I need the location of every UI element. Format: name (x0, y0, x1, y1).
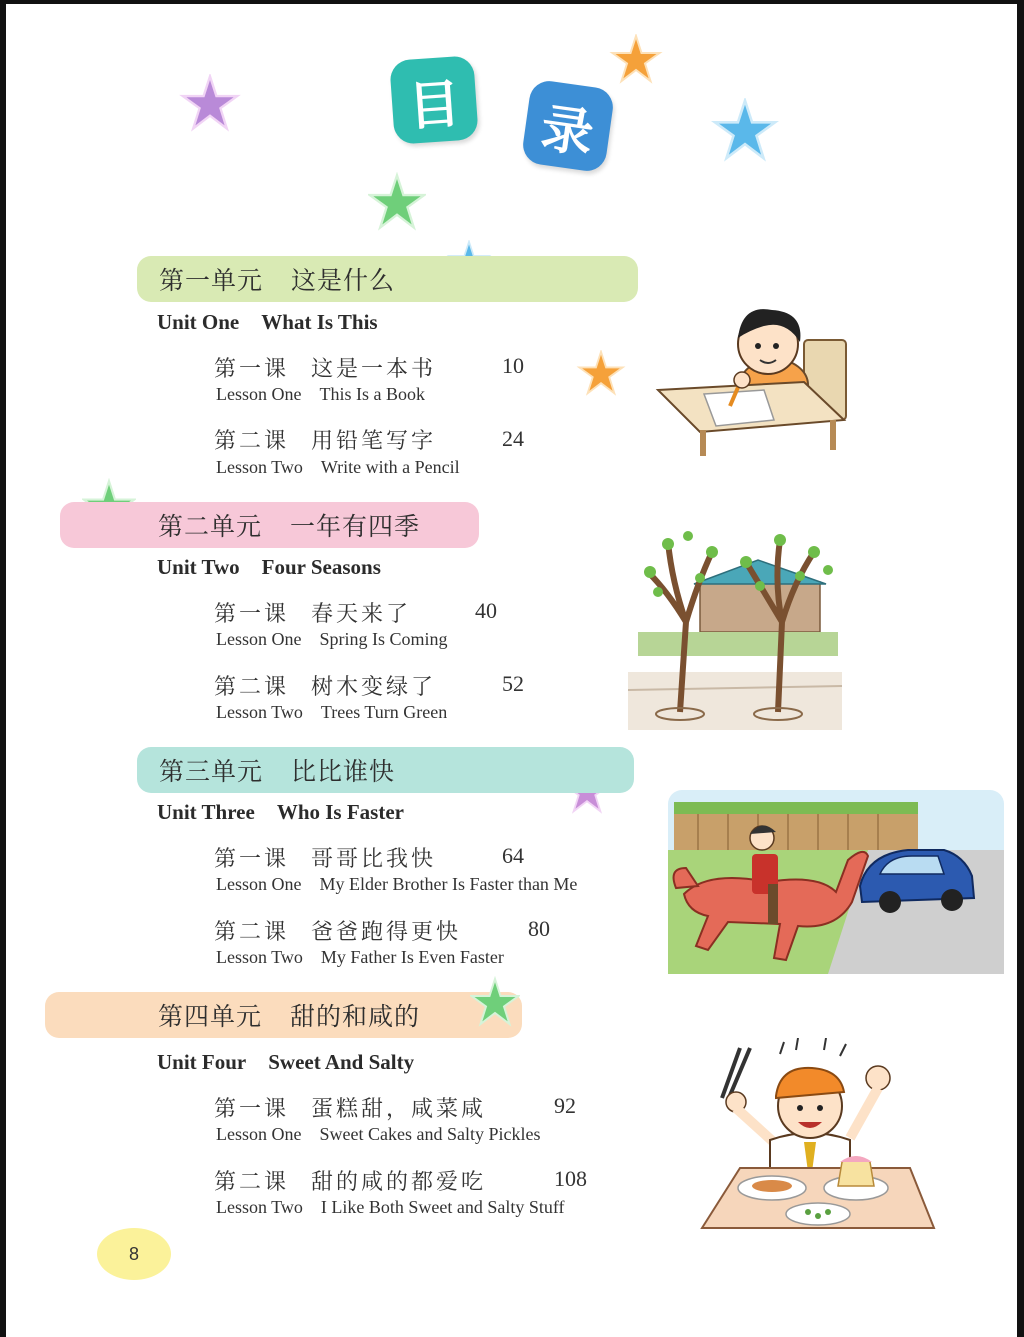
purple-star-icon (176, 74, 244, 132)
lesson-3-2-en (216, 947, 504, 968)
lesson-title-en: Sweet Cakes and Salty Pickles (319, 1124, 541, 1144)
lesson-2-1-page[interactable]: 40 (475, 598, 497, 623)
lesson-2-1-en (216, 629, 448, 650)
blue-star-icon (706, 98, 784, 162)
lesson-title-cn: 甜的咸的都爱吃 (311, 1170, 487, 1195)
lesson-title-en: Write with a Pencil (320, 457, 460, 477)
lesson-3-2-page[interactable]: 80 (528, 916, 550, 941)
lesson-3-1-page[interactable]: 64 (502, 843, 524, 868)
unit-title-en: Who Is Faster (276, 800, 404, 824)
lesson-number-en: Lesson One (216, 384, 302, 404)
lesson-title-cn: 这是一本书 (311, 357, 437, 382)
lesson-number-en: Lesson One (216, 874, 302, 894)
orange-star-icon (604, 34, 668, 84)
lesson-title-cn: 用铅笔写字 (311, 429, 437, 454)
lesson-1-1-cn[interactable] (214, 352, 436, 383)
lesson-3-1-cn[interactable] (214, 842, 436, 873)
lesson-title-cn: 哥哥比我快 (311, 847, 437, 872)
lesson-3-1-en (216, 874, 577, 895)
unit-number-cn: 第三单元 (159, 757, 264, 786)
lesson-2-2-en (216, 702, 447, 723)
lesson-title-en: Trees Turn Green (320, 702, 448, 722)
horse-and-car-illustration (668, 790, 1004, 974)
unit-number-cn: 第一单元 (159, 266, 264, 295)
lesson-number-en: Lesson One (216, 629, 302, 649)
lesson-title-en: My Father Is Even Faster (320, 947, 504, 967)
unit-number-en: Unit Four (157, 1050, 247, 1074)
lesson-number-cn: 第二课 (214, 920, 290, 945)
unit-2-title-en (157, 555, 381, 580)
lesson-1-1-en (216, 384, 425, 405)
lesson-number-en: Lesson Two (216, 457, 303, 477)
lesson-title-cn: 蛋糕甜，咸菜咸 (311, 1097, 487, 1122)
lesson-number-cn: 第二课 (214, 1170, 290, 1195)
title-char-mu: 目 (389, 55, 479, 145)
unit-number-en: Unit Three (157, 800, 255, 824)
unit-title-en: Sweet And Salty (268, 1050, 415, 1074)
lesson-number-cn: 第二课 (214, 675, 290, 700)
lesson-3-2-cn[interactable] (214, 915, 461, 946)
lesson-number-en: Lesson Two (216, 1197, 303, 1217)
lesson-2-1-cn[interactable] (214, 597, 411, 628)
unit-1-title-en (157, 310, 378, 335)
lesson-title-en: My Elder Brother Is Faster than Me (319, 874, 578, 894)
lesson-number-en: Lesson Two (216, 702, 303, 722)
unit-number-en: Unit One (157, 310, 240, 334)
lesson-4-2-page[interactable]: 108 (554, 1166, 587, 1191)
unit-4-title-en (157, 1050, 414, 1075)
unit-number-cn: 第四单元 (158, 1002, 263, 1031)
boy-writing-illustration (654, 290, 850, 460)
lesson-title-en: I Like Both Sweet and Salty Stuff (320, 1197, 565, 1217)
lesson-4-2-cn[interactable] (214, 1165, 486, 1196)
lesson-number-en: Lesson Two (216, 947, 303, 967)
lesson-2-2-page[interactable]: 52 (502, 671, 524, 696)
spring-trees-illustration (628, 522, 842, 732)
lesson-4-2-en (216, 1197, 565, 1218)
unit-title-en: What Is This (261, 310, 378, 334)
lesson-4-1-cn[interactable] (214, 1092, 486, 1123)
lesson-number-cn: 第二课 (214, 429, 290, 454)
lesson-2-2-cn[interactable] (214, 670, 436, 701)
unit-2-header (60, 502, 479, 548)
orange-star-icon (574, 350, 628, 396)
lesson-number-cn: 第一课 (214, 602, 290, 627)
lesson-number-cn: 第一课 (214, 847, 290, 872)
lesson-number-cn: 第一课 (214, 357, 290, 382)
lesson-1-1-page[interactable]: 10 (502, 353, 524, 378)
lesson-1-2-cn[interactable] (214, 424, 436, 455)
unit-3-header (137, 747, 634, 793)
lesson-title-cn: 春天来了 (311, 602, 412, 627)
title-char-lu: 录 (521, 79, 616, 174)
lesson-title-cn: 树木变绿了 (311, 675, 437, 700)
unit-3-title-en (157, 800, 404, 825)
unit-title-cn: 一年有四季 (290, 512, 421, 541)
boy-with-food-illustration (700, 1038, 936, 1234)
lesson-4-1-en (216, 1124, 540, 1145)
lesson-number-cn: 第一课 (214, 1097, 290, 1122)
green-star-icon (368, 172, 426, 232)
lesson-title-cn: 爸爸跑得更快 (311, 920, 462, 945)
unit-title-en: Four Seasons (261, 555, 381, 579)
unit-number-cn: 第二单元 (158, 512, 263, 541)
lesson-1-2-page[interactable]: 24 (502, 426, 524, 451)
unit-1-header (137, 256, 638, 302)
lesson-title-en: Spring Is Coming (319, 629, 448, 649)
unit-title-cn: 甜的和咸的 (290, 1002, 421, 1031)
lesson-number-en: Lesson One (216, 1124, 302, 1144)
lesson-1-2-en (216, 457, 460, 478)
unit-title-cn: 比比谁快 (291, 757, 396, 786)
page-number: 8 (97, 1228, 171, 1280)
unit-number-en: Unit Two (157, 555, 240, 579)
unit-title-cn: 这是什么 (291, 266, 396, 295)
lesson-title-en: This Is a Book (319, 384, 425, 404)
lesson-4-1-page[interactable]: 92 (554, 1093, 576, 1118)
unit-4-header (45, 992, 522, 1038)
green-star-icon (470, 974, 520, 1030)
